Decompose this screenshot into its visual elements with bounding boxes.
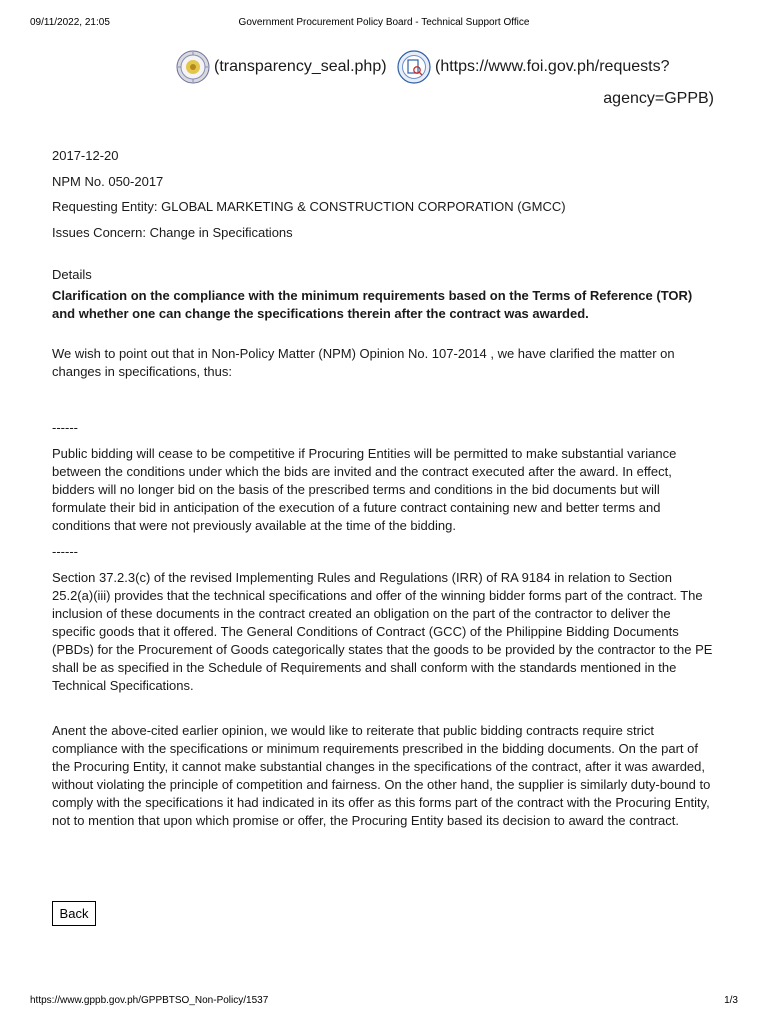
issues-concern-label: Issues Concern: xyxy=(52,224,146,240)
requesting-entity xyxy=(52,194,714,220)
seal-links xyxy=(176,50,736,107)
print-datetime: 09/11/2022, 21:05 xyxy=(30,17,110,28)
issues-concern xyxy=(52,220,714,246)
foi-link[interactable]: (https://www.foi.gov.ph/requests? xyxy=(435,58,670,75)
foi-seal-icon[interactable] xyxy=(397,50,431,84)
back-button[interactable]: Back xyxy=(52,901,96,926)
section-paragraph: Section 37.2.3(c) of the revised Implementing Rules and Regulations (IRR) of RA 9184 in relation to Section 25.2(a)(iii) provides that the technical specifications and offer of the winning bidder forms part of the contract. The inclusion of these documents in the contract created an obligation on the part of the contractor to deliver the specific goods that it offered. The General Conditions of Contract (GCC) of the Philippine Bidding Documents (PBDs) for the Procurement of Goods categorically states that the goods to be provided by the contractor to the PE shall be as specified in the Schedule of Requirements and shall conform with the standards mentioned in the Technical Specifications. xyxy=(52,570,713,693)
npm-number: NPM No. 050-2017 xyxy=(52,173,164,189)
details-summary: Clarification on the compliance with the minimum requirements based on the Terms of Reference (TOR) and whether one can change the specifications therein after the contract was awarded. xyxy=(52,288,693,321)
print-header xyxy=(30,17,738,31)
quote-separator-bottom: ------ xyxy=(52,544,78,559)
conclusion-paragraph: Anent the above-cited earlier opinion, we would like to reiterate that public bidding contracts require strict compliance with the specifications or minimum requirements prescribed in the bidding documents. On the part of the Procuring Entity, it cannot make substantial changes in the specifications of the contract, after it was awarded, without violating the principle of competition and fairness. On the other hand, the supplier is similarly duty-bound to comply with the specifications it had indicated in its offer as this forms part of the contract with the Procuring Entity, not to mention that upon which promise or offer, the Procuring Entity based its decision to award the contract. xyxy=(52,723,711,828)
opinion-date: 2017-12-20 xyxy=(52,148,119,163)
issues-concern-value: Change in Specifications xyxy=(149,224,293,240)
opinion-content xyxy=(52,143,714,830)
print-url: https://www.gppb.gov.ph/GPPBTSO_Non-Policy/1537 xyxy=(30,995,269,1006)
details-label: Details xyxy=(52,267,92,282)
foi-link-continued[interactable]: agency=GPPB) xyxy=(603,90,714,107)
intro-paragraph: We wish to point out that in Non-Policy Matter (NPM) Opinion No. 107-2014 , we have clarified the matter on changes in specifications, thus: xyxy=(52,346,675,379)
print-page-title: Government Procurement Policy Board - Technical Support Office xyxy=(238,17,530,28)
quoted-paragraph: Public bidding will cease to be competitive if Procuring Entities will be permitted to make substantial variance between the conditions under which the bids are invited and the contract executed after the award. In effect, bidders will no longer bid on the basis of the prescribed terms and conditions in the bid documents but will formulate their bid in anticipation of the execution of a future contract containing new and better terms and conditions that were not previously available at the time of the bidding. xyxy=(52,446,677,533)
requesting-entity-label: Requesting Entity: xyxy=(52,199,158,214)
print-page-number: 1/3 xyxy=(724,995,738,1006)
transparency-seal-icon[interactable] xyxy=(176,50,210,84)
requesting-entity-value: GLOBAL MARKETING & CONSTRUCTION CORPORATION (GMCC) xyxy=(161,199,566,214)
transparency-seal-link[interactable]: (transparency_seal.php) xyxy=(214,58,387,75)
print-footer xyxy=(30,995,738,1009)
quote-separator-top: ------ xyxy=(52,420,78,435)
